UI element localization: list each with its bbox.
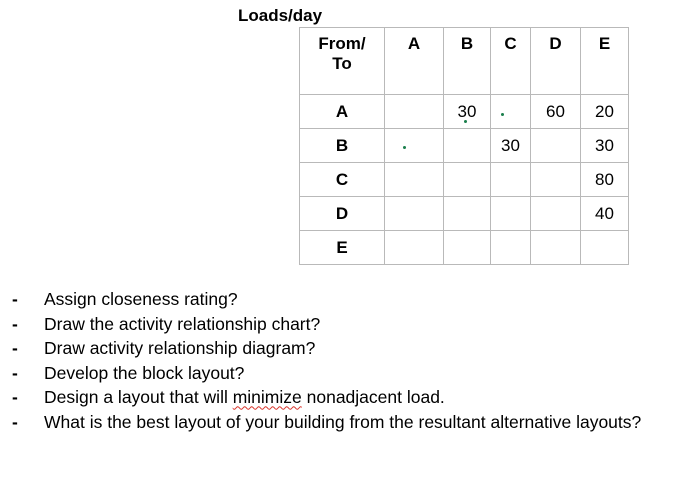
table-cell — [385, 129, 444, 163]
bullet-dash: - — [12, 289, 18, 309]
bullet-dash: - — [12, 411, 18, 432]
column-header-a: A — [385, 28, 444, 95]
table-cell — [491, 197, 531, 231]
corner-header-from: From/ — [318, 34, 366, 53]
table-cell — [531, 129, 581, 163]
table-cell — [444, 129, 491, 163]
table-cell — [385, 95, 444, 129]
table-row — [300, 231, 629, 265]
table-cell — [385, 231, 444, 265]
table-cell — [444, 231, 491, 265]
list-item — [0, 410, 690, 435]
question-text: Develop the block layout? — [44, 362, 245, 383]
table-cell — [491, 163, 531, 197]
table-cell: 30 — [491, 129, 531, 163]
question-text: Design a layout that will — [44, 387, 233, 408]
table-cell — [385, 197, 444, 231]
bullet-dash: - — [12, 338, 18, 359]
table-cell — [531, 163, 581, 197]
corner-header-to: To — [332, 54, 352, 73]
list-item — [0, 287, 690, 312]
table-cell: 20 — [581, 95, 629, 129]
question-text: nonadjacent load. — [301, 387, 445, 408]
loads-table — [299, 27, 629, 265]
stray-dot-mark — [501, 113, 504, 116]
table-title: Loads/day — [238, 6, 323, 25]
table-cell — [444, 197, 491, 231]
row-header-e: E — [300, 231, 385, 265]
row-header-c: C — [300, 163, 385, 197]
table-row — [300, 163, 629, 197]
table-cell — [531, 197, 581, 231]
spellcheck-flagged-word: minimize — [232, 387, 302, 408]
table-cell: 30 — [581, 129, 629, 163]
bullet-dash: - — [12, 313, 18, 334]
row-header-b: B — [300, 129, 385, 163]
bullet-dash: - — [12, 387, 18, 408]
corner-header — [300, 28, 385, 95]
column-header-b: B — [444, 28, 491, 95]
cell-value: 30 — [457, 101, 477, 121]
column-header-e: E — [581, 28, 629, 95]
table-header-row — [300, 28, 629, 95]
table-cell: 40 — [581, 197, 629, 231]
stray-dot-mark — [464, 120, 467, 123]
table-row — [300, 197, 629, 231]
question-text: Draw activity relationship diagram? — [44, 338, 316, 359]
table-cell — [491, 231, 531, 265]
question-text: What is the best layout of your building from the resultant alternative layouts? — [44, 411, 642, 432]
list-item — [0, 385, 690, 410]
list-item — [0, 312, 690, 337]
table-row — [300, 95, 629, 129]
table-cell: 80 — [581, 163, 629, 197]
question-list — [0, 287, 690, 435]
list-item — [0, 361, 690, 386]
list-item — [0, 336, 690, 361]
question-text: Draw the activity relationship chart? — [44, 313, 321, 334]
table-row — [300, 129, 629, 163]
table-cell — [385, 163, 444, 197]
table-cell — [444, 163, 491, 197]
table-cell — [444, 95, 491, 129]
column-header-c: C — [491, 28, 531, 95]
table-cell — [491, 95, 531, 129]
bullet-dash: - — [12, 362, 18, 383]
row-header-d: D — [300, 197, 385, 231]
table-cell — [531, 231, 581, 265]
stray-dot-mark — [403, 146, 406, 149]
row-header-a: A — [300, 95, 385, 129]
table-cell — [581, 231, 629, 265]
column-header-d: D — [531, 28, 581, 95]
question-text: Assign closeness rating? — [44, 289, 238, 309]
table-cell: 60 — [531, 95, 581, 129]
